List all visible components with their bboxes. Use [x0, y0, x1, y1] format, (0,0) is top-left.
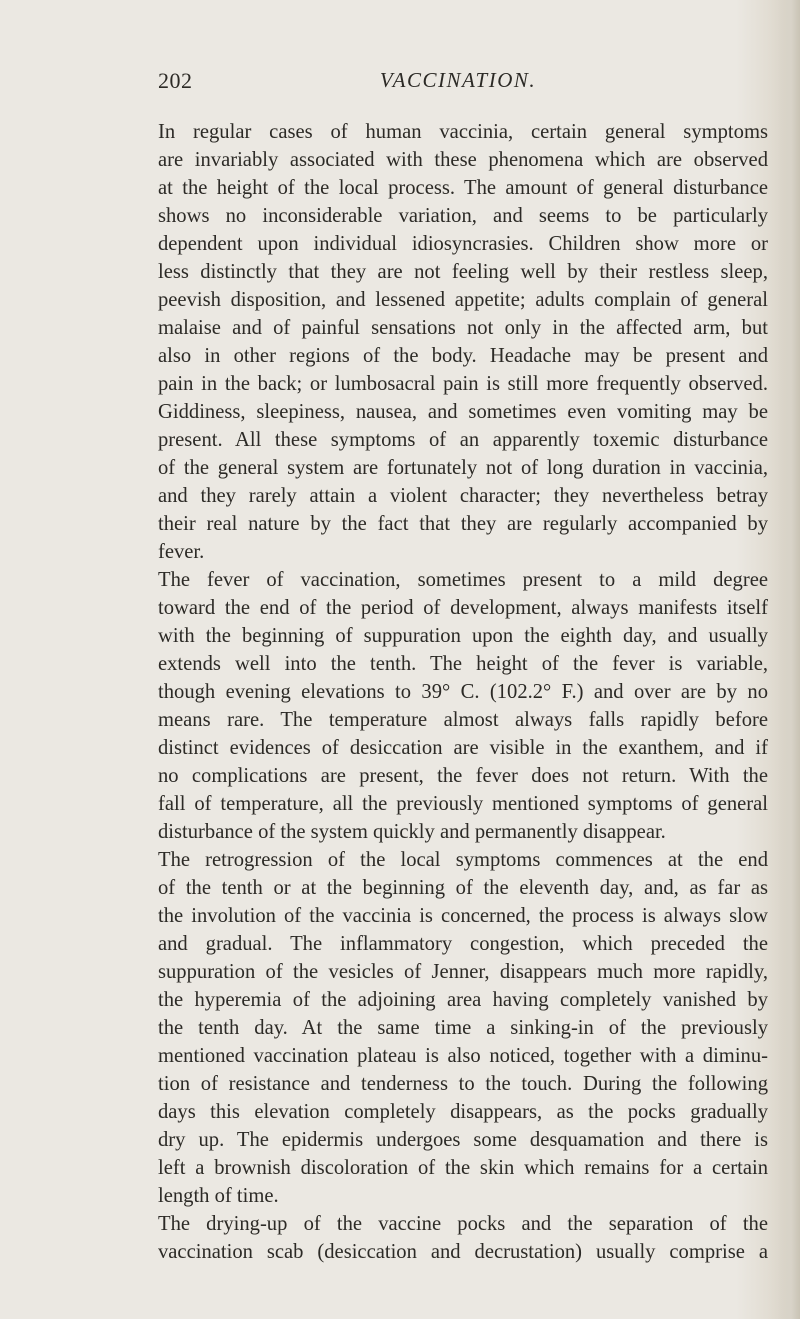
text-line: less distinctly that they are not feeling well by their restless sleep, [158, 261, 768, 283]
text-line: dependent upon individual idiosyncrasies. Children show more or [158, 233, 768, 255]
text-line: and gradual. The inflammatory congestion, which preceded the [158, 933, 768, 955]
text-line: dry up. The epidermis undergoes some desquamation and there is [158, 1129, 768, 1151]
text-line: present. All these symptoms of an apparently toxemic disturbance [158, 429, 768, 451]
text-line: fall of temperature, all the previously mentioned symptoms of general [158, 793, 768, 815]
text-line: peevish disposition, and lessened appetite; adults complain of general [158, 289, 768, 311]
text-line: length of time. [158, 1185, 279, 1207]
text-line: pain in the back; or lumbosacral pain is still more frequently observed. [158, 373, 768, 395]
text-line: shows no inconsiderable variation, and seems to be particularly [158, 205, 768, 227]
text-line: the hyperemia of the adjoining area having completely vanished by [158, 989, 768, 1011]
text-line: The drying-up of the vaccine pocks and the separation of the [158, 1213, 768, 1235]
page-header [158, 68, 758, 98]
text-line: the tenth day. At the same time a sinking-in of the previously [158, 1017, 768, 1039]
text-line: also in other regions of the body. Headache may be present and [158, 345, 768, 367]
text-line: toward the end of the period of development, always manifests itself [158, 597, 768, 619]
text-line: though evening elevations to 39° C. (102.2° F.) and over are by no [158, 681, 768, 703]
text-line: and they rarely attain a violent character; they nevertheless betray [158, 485, 768, 507]
text-line: of the general system are fortunately not of long duration in vaccinia, [158, 457, 768, 479]
text-line: The fever of vaccination, sometimes present to a mild degree [158, 569, 768, 591]
text-line: at the height of the local process. The amount of general disturbance [158, 177, 768, 199]
page-edge-shadow [778, 0, 800, 1319]
text-line: of the tenth or at the beginning of the eleventh day, and, as far as [158, 877, 768, 899]
text-line: left a brownish discoloration of the skin which remains for a certain [158, 1157, 768, 1179]
text-line: In regular cases of human vaccinia, certain general symptoms [158, 121, 768, 143]
text-line: tion of resistance and tenderness to the touch. During the following [158, 1073, 768, 1095]
running-title: VACCINATION. [379, 68, 537, 92]
text-line: are invariably associated with these phenomena which are observed [158, 149, 768, 171]
text-line: malaise and of painful sensations not only in the affected arm, but [158, 317, 768, 339]
text-line: Giddiness, sleepiness, nausea, and sometimes even vomiting may be [158, 401, 768, 423]
text-line: vaccination scab (desiccation and decrustation) usually comprise a [158, 1241, 768, 1263]
page-number: 202 [158, 68, 193, 93]
text-line: mentioned vaccination plateau is also noticed, together with a diminu- [158, 1045, 768, 1067]
text-line: distinct evidences of desiccation are visible in the exanthem, and if [158, 737, 768, 759]
text-line: disturbance of the system quickly and permanently disappear. [158, 821, 666, 843]
body-text [158, 118, 768, 1266]
text-line: fever. [158, 541, 205, 563]
text-line: their real nature by the fact that they are regularly accompanied by [158, 513, 768, 535]
text-line: extends well into the tenth. The height of the fever is variable, [158, 653, 768, 675]
text-line: days this elevation completely disappears, as the pocks gradually [158, 1101, 768, 1123]
text-line: means rare. The temperature almost always falls rapidly before [158, 709, 768, 731]
text-line: no complications are present, the fever does not return. With the [158, 765, 768, 787]
text-line: The retrogression of the local symptoms commences at the end [158, 849, 768, 871]
text-line: with the beginning of suppuration upon the eighth day, and usually [158, 625, 768, 647]
text-line: suppuration of the vesicles of Jenner, disappears much more rapidly, [158, 961, 768, 983]
text-line: the involution of the vaccinia is concerned, the process is always slow [158, 905, 768, 927]
